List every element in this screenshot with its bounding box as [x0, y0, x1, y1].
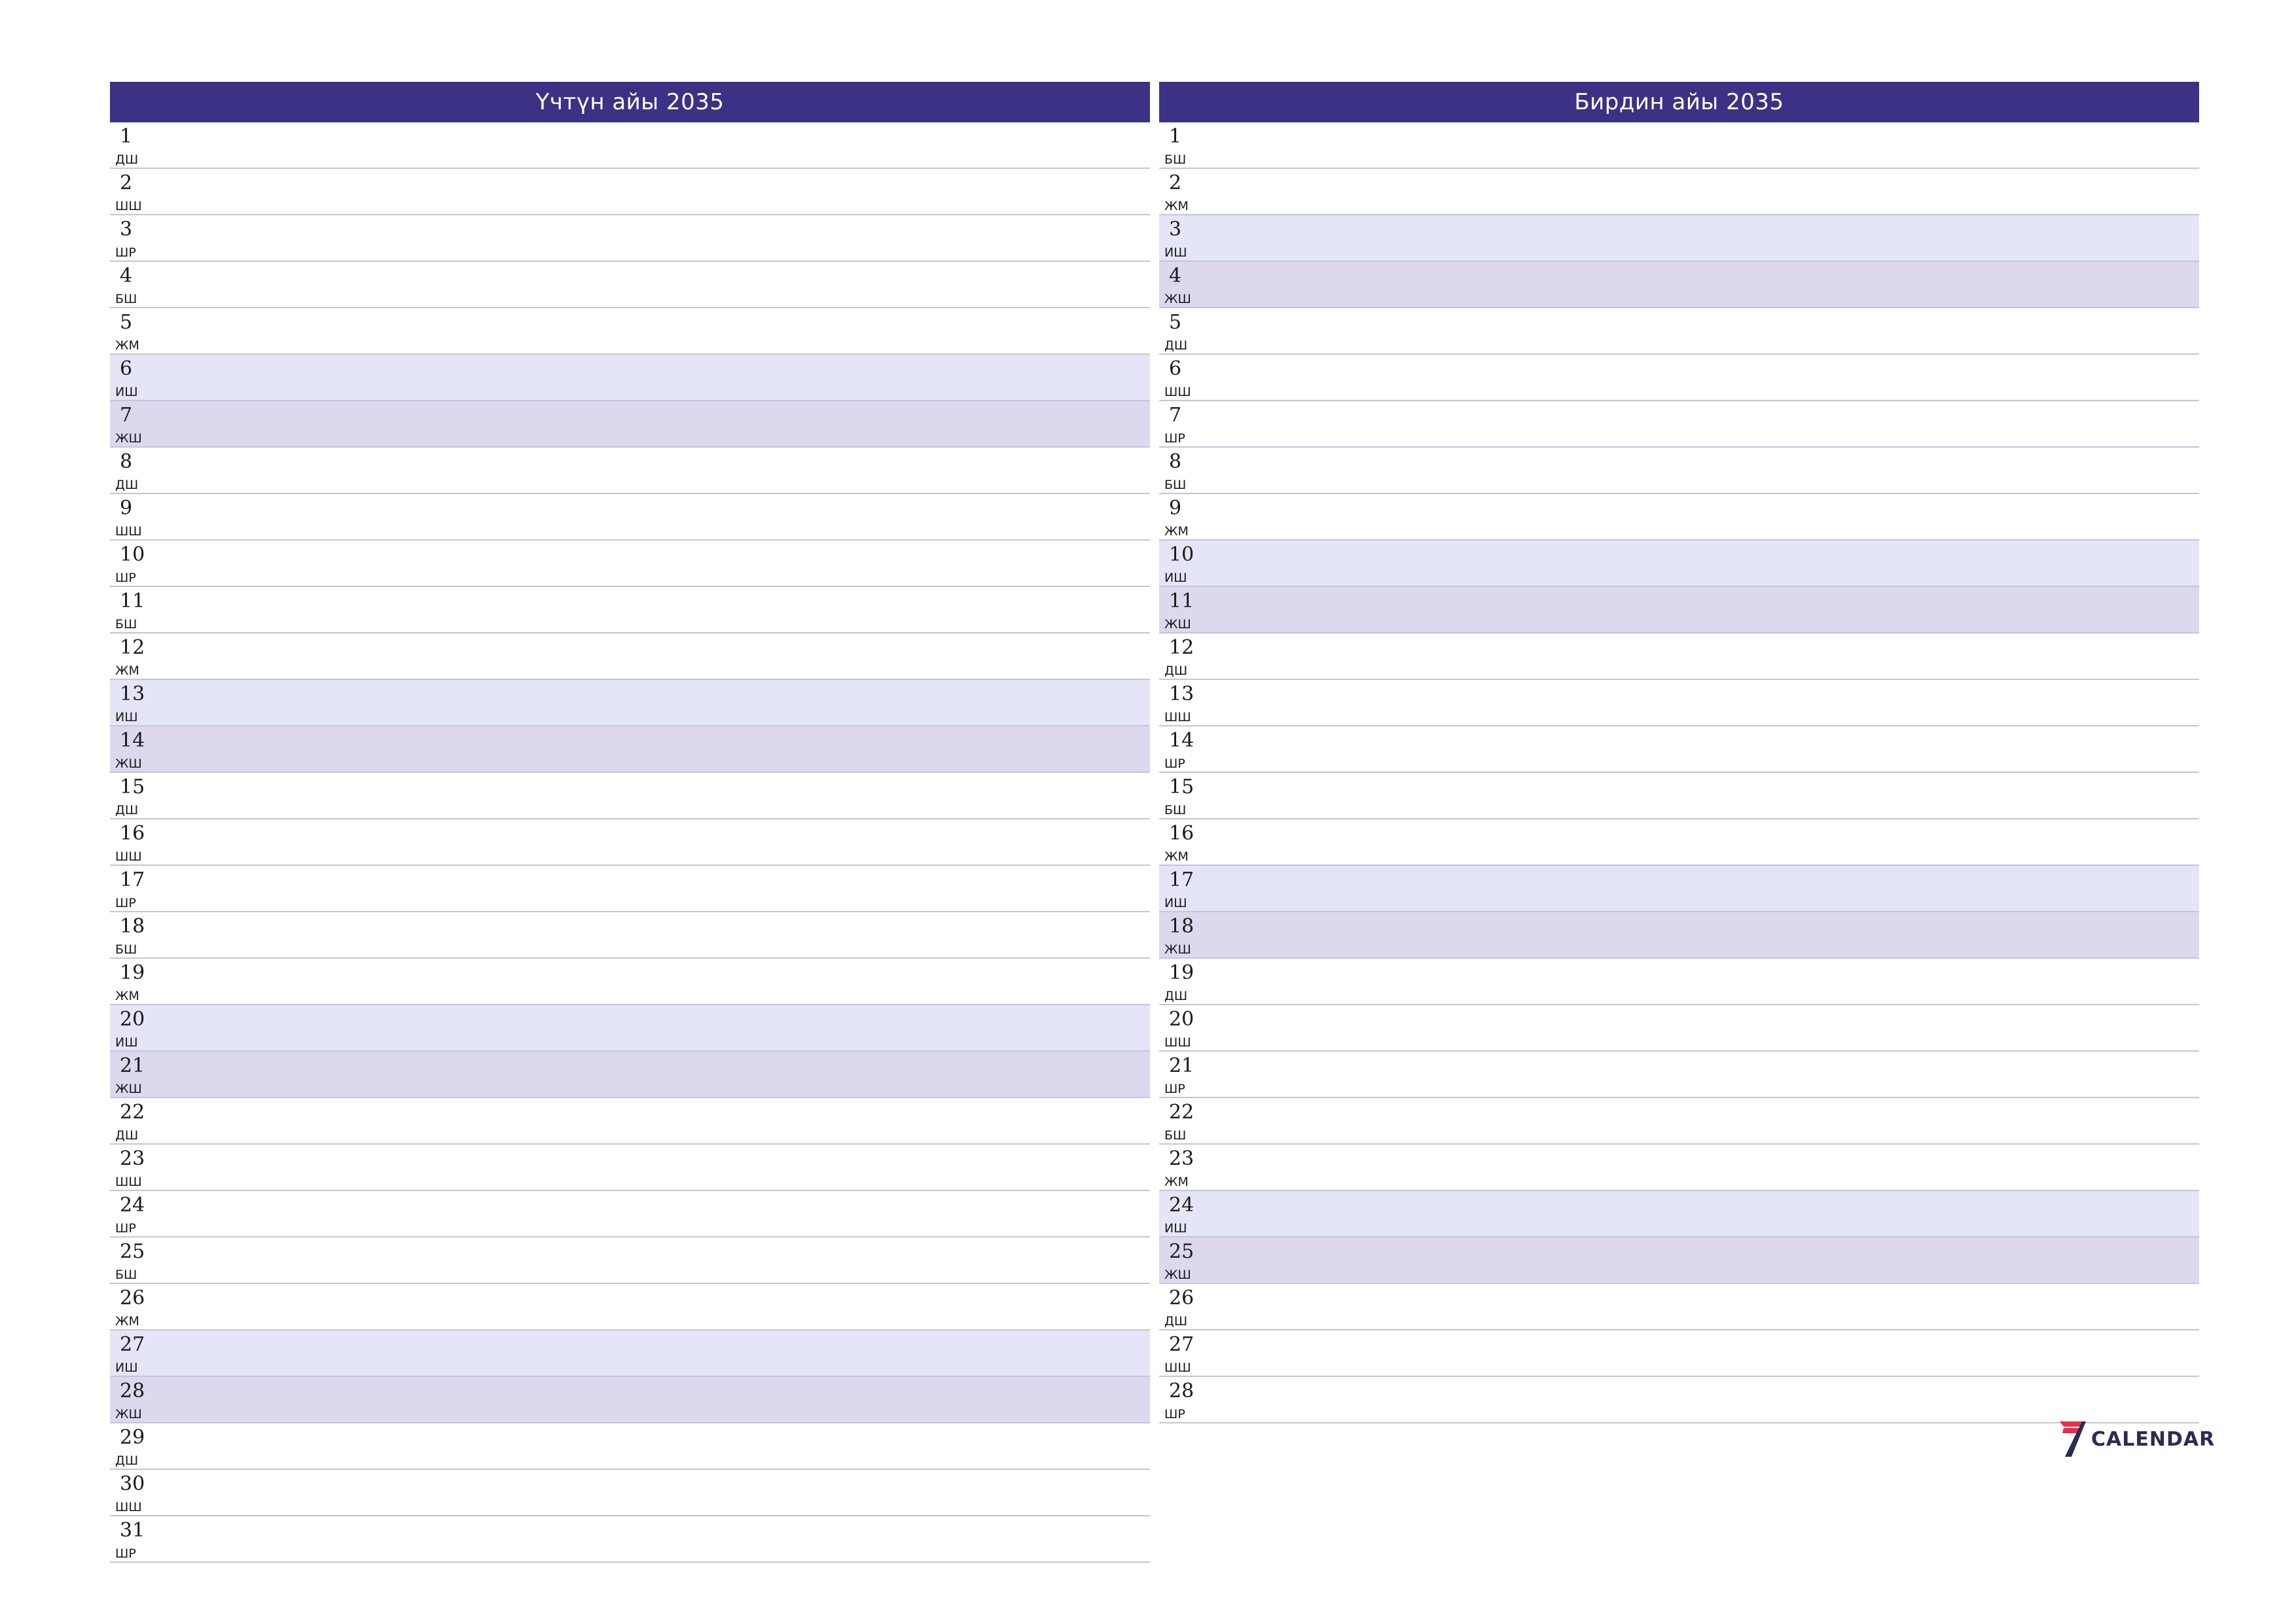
day-number: 30	[120, 1472, 145, 1495]
day-number: 13	[120, 683, 145, 705]
day-row[interactable]	[110, 1377, 1150, 1423]
day-row[interactable]	[110, 1191, 1150, 1238]
day-row[interactable]	[1159, 1005, 2199, 1052]
day-row[interactable]	[110, 912, 1150, 959]
weekday-label: ЖШ	[1164, 617, 1191, 632]
day-number: 22	[120, 1101, 145, 1124]
weekday-label: ЖМ	[1164, 524, 1189, 539]
weekday-label: ЖШ	[1164, 942, 1191, 957]
weekday-label: ШР	[115, 1546, 136, 1561]
weekday-label: ДШ	[1164, 1314, 1188, 1329]
day-row[interactable]	[1159, 1191, 2199, 1238]
day-number: 21	[120, 1054, 145, 1077]
day-number: 27	[1169, 1333, 1194, 1356]
day-number: 3	[120, 218, 133, 241]
day-number: 23	[1169, 1147, 1194, 1170]
weekday-label: ИШ	[115, 1361, 138, 1375]
day-row[interactable]	[110, 215, 1150, 262]
day-number: 17	[1169, 868, 1194, 891]
day-number: 6	[120, 357, 133, 380]
seven-logo-icon	[2058, 1420, 2086, 1458]
day-number: 22	[1169, 1101, 1194, 1124]
day-number: 17	[120, 868, 145, 891]
day-number: 31	[120, 1519, 145, 1542]
day-number: 20	[1169, 1008, 1194, 1031]
day-number: 18	[1169, 915, 1194, 938]
month-february	[1159, 82, 2199, 1423]
day-number: 11	[1169, 590, 1194, 613]
weekday-label: ШР	[1164, 1407, 1185, 1421]
day-row[interactable]	[110, 1516, 1150, 1563]
day-number: 20	[120, 1008, 145, 1031]
day-number: 19	[1169, 961, 1194, 984]
day-row[interactable]	[1159, 541, 2199, 587]
day-row[interactable]	[110, 448, 1150, 494]
day-row[interactable]	[1159, 262, 2199, 308]
weekday-label: ЖШ	[115, 1082, 142, 1096]
day-number: 26	[1169, 1287, 1194, 1310]
day-number: 2	[1169, 171, 1182, 194]
weekday-label: БШ	[115, 942, 137, 957]
day-number: 4	[120, 264, 133, 287]
day-row[interactable]	[110, 1005, 1150, 1052]
weekday-label: ЖМ	[1164, 199, 1189, 213]
day-number: 5	[120, 311, 133, 334]
day-number: 16	[1169, 822, 1194, 845]
weekday-label: ДШ	[115, 1128, 139, 1143]
weekday-label: БШ	[1164, 478, 1187, 492]
weekday-label: БШ	[1164, 152, 1187, 167]
weekday-label: ШШ	[115, 524, 142, 539]
day-number: 10	[120, 543, 145, 566]
day-row[interactable]	[110, 262, 1150, 308]
day-number: 28	[120, 1380, 145, 1402]
day-list	[110, 122, 1150, 1563]
day-number: 14	[120, 729, 145, 752]
day-number: 5	[1169, 311, 1182, 334]
day-row[interactable]	[1159, 1284, 2199, 1330]
weekday-label: ШШ	[1164, 1035, 1191, 1050]
weekday-label: ЖШ	[115, 757, 142, 771]
weekday-label: ШШ	[1164, 1361, 1191, 1375]
day-list	[1159, 122, 2199, 1423]
day-row[interactable]	[1159, 819, 2199, 866]
day-number: 24	[1169, 1194, 1194, 1217]
day-row[interactable]	[110, 866, 1150, 912]
weekday-label: ЖШ	[1164, 1268, 1191, 1282]
day-row[interactable]	[1159, 1238, 2199, 1284]
weekday-label: ДШ	[1164, 989, 1188, 1003]
day-number: 16	[120, 822, 145, 845]
weekday-label: ИШ	[115, 710, 138, 724]
weekday-label: БШ	[1164, 1128, 1187, 1143]
weekday-label: ЖМ	[115, 338, 139, 353]
day-row[interactable]	[1159, 1145, 2199, 1191]
day-row[interactable]	[110, 122, 1150, 169]
weekday-label: ДШ	[115, 1454, 139, 1468]
weekday-label: ДШ	[115, 152, 139, 167]
day-number: 7	[1169, 404, 1182, 427]
day-row[interactable]	[110, 541, 1150, 587]
day-row[interactable]	[110, 959, 1150, 1005]
day-row[interactable]	[1159, 1052, 2199, 1098]
day-number: 24	[120, 1194, 145, 1217]
weekday-label: ЖШ	[115, 431, 142, 446]
day-row[interactable]	[110, 1330, 1150, 1377]
day-number: 9	[120, 497, 133, 520]
day-number: 8	[120, 450, 133, 473]
day-number: 21	[1169, 1054, 1194, 1077]
day-number: 3	[1169, 218, 1182, 241]
day-number: 27	[120, 1333, 145, 1356]
day-number: 1	[120, 125, 133, 148]
day-row[interactable]	[1159, 1330, 2199, 1377]
day-row[interactable]	[110, 355, 1150, 401]
day-number: 12	[120, 636, 145, 659]
day-number: 2	[120, 171, 133, 194]
weekday-label: ДШ	[1164, 664, 1188, 678]
day-number: 15	[1169, 776, 1194, 798]
day-row[interactable]	[110, 1052, 1150, 1098]
day-row[interactable]	[1159, 308, 2199, 355]
day-row[interactable]	[1159, 215, 2199, 262]
month-title: Бирдин айы 2035	[1159, 82, 2199, 122]
logo-text: CALENDAR	[2091, 1427, 2215, 1451]
day-row[interactable]	[110, 1284, 1150, 1330]
day-row[interactable]	[110, 1238, 1150, 1284]
day-row[interactable]	[110, 494, 1150, 541]
weekday-label: ШШ	[115, 199, 142, 213]
weekday-label: ШШ	[115, 1175, 142, 1189]
day-number: 23	[120, 1147, 145, 1170]
day-row[interactable]	[1159, 726, 2199, 773]
weekday-label: ШР	[1164, 757, 1185, 771]
day-row[interactable]	[1159, 448, 2199, 494]
weekday-label: ЖМ	[115, 1314, 139, 1329]
weekday-label: БШ	[115, 1268, 137, 1282]
weekday-label: ЖМ	[1164, 1175, 1189, 1189]
weekday-label: ДШ	[115, 478, 139, 492]
weekday-label: ИШ	[115, 385, 138, 399]
day-row[interactable]	[1159, 680, 2199, 726]
weekday-label: БШ	[115, 292, 137, 306]
day-number: 11	[120, 590, 145, 613]
weekday-label: ЖМ	[115, 664, 139, 678]
day-row[interactable]	[1159, 355, 2199, 401]
weekday-label: ШР	[1164, 431, 1185, 446]
day-row[interactable]	[110, 633, 1150, 680]
day-row[interactable]	[110, 773, 1150, 819]
day-number: 19	[120, 961, 145, 984]
day-row[interactable]	[110, 169, 1150, 215]
weekday-label: ДШ	[1164, 338, 1188, 353]
day-number: 25	[120, 1240, 145, 1263]
weekday-label: ЖШ	[115, 1407, 142, 1421]
day-row[interactable]	[110, 401, 1150, 448]
day-number: 26	[120, 1287, 145, 1310]
day-row[interactable]	[110, 1423, 1150, 1470]
day-row[interactable]	[110, 680, 1150, 726]
month-march	[110, 82, 1150, 1563]
day-number: 13	[1169, 683, 1194, 705]
weekday-label: БШ	[1164, 803, 1187, 817]
day-number: 29	[120, 1426, 145, 1449]
day-row[interactable]	[1159, 122, 2199, 169]
day-number: 12	[1169, 636, 1194, 659]
weekday-label: ЖМ	[1164, 849, 1189, 864]
day-row[interactable]	[1159, 1098, 2199, 1145]
day-number: 8	[1169, 450, 1182, 473]
day-row[interactable]	[110, 819, 1150, 866]
day-row[interactable]	[1159, 912, 2199, 959]
weekday-label: ШР	[115, 245, 136, 260]
day-number: 6	[1169, 357, 1182, 380]
weekday-label: ШР	[115, 1221, 136, 1236]
day-number: 14	[1169, 729, 1194, 752]
day-row[interactable]	[1159, 169, 2199, 215]
day-number: 9	[1169, 497, 1182, 520]
day-row[interactable]	[1159, 959, 2199, 1005]
day-number: 25	[1169, 1240, 1194, 1263]
day-row[interactable]	[110, 1145, 1150, 1191]
day-row[interactable]	[110, 587, 1150, 633]
weekday-label: ШШ	[1164, 710, 1191, 724]
day-row[interactable]	[1159, 1377, 2199, 1423]
day-row[interactable]	[110, 1098, 1150, 1145]
day-number: 1	[1169, 125, 1182, 148]
day-row[interactable]	[1159, 494, 2199, 541]
weekday-label: ШР	[1164, 1082, 1185, 1096]
month-title: Үчтүн айы 2035	[110, 82, 1150, 122]
day-row[interactable]	[110, 1470, 1150, 1516]
brand-logo	[2058, 1420, 2215, 1458]
day-number: 28	[1169, 1380, 1194, 1402]
day-row[interactable]	[110, 308, 1150, 355]
weekday-label: ШР	[115, 571, 136, 585]
weekday-label: ИШ	[1164, 896, 1187, 910]
weekday-label: ИШ	[1164, 1221, 1187, 1236]
weekday-label: ЖШ	[1164, 292, 1191, 306]
day-number: 4	[1169, 264, 1182, 287]
day-row[interactable]	[1159, 587, 2199, 633]
weekday-label: ШШ	[1164, 385, 1191, 399]
day-number: 10	[1169, 543, 1194, 566]
weekday-label: ШШ	[115, 1500, 142, 1514]
weekday-label: ШШ	[115, 849, 142, 864]
day-row[interactable]	[110, 726, 1150, 773]
weekday-label: ИШ	[1164, 245, 1187, 260]
weekday-label: ИШ	[115, 1035, 138, 1050]
weekday-label: ИШ	[1164, 571, 1187, 585]
day-row[interactable]	[1159, 773, 2199, 819]
weekday-label: ШР	[115, 896, 136, 910]
day-row[interactable]	[1159, 633, 2199, 680]
day-row[interactable]	[1159, 866, 2199, 912]
weekday-label: БШ	[115, 617, 137, 632]
day-number: 18	[120, 915, 145, 938]
day-row[interactable]	[1159, 401, 2199, 448]
weekday-label: ДШ	[115, 803, 139, 817]
day-number: 7	[120, 404, 133, 427]
day-number: 15	[120, 776, 145, 798]
weekday-label: ЖМ	[115, 989, 139, 1003]
